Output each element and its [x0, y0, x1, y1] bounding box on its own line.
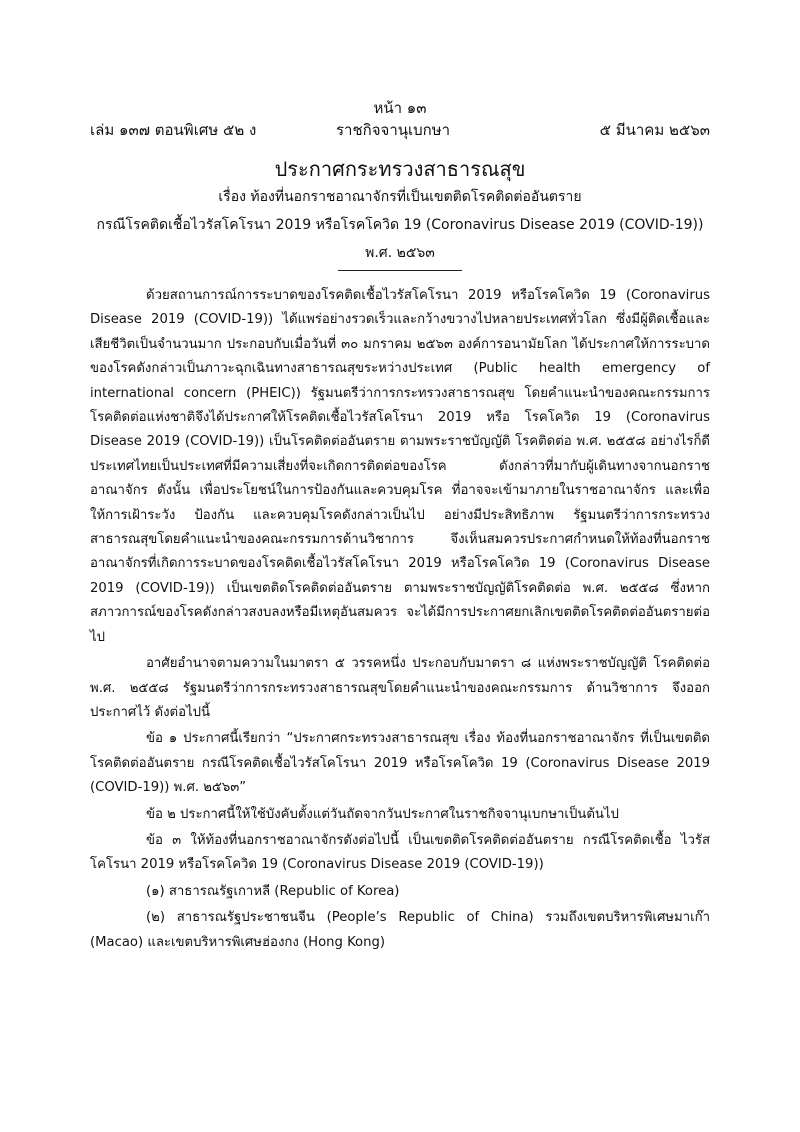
preamble-paragraph: ด้วยสถานการณ์การระบาดของโรคติดเชื้อไวรัสโคโรนา 2019 หรือโรคโควิด 19 (Coronavirus Disease 2019 (COVID-19)) ได้แพร่อย่างรวดเร็วและกว้างขวางไปหลายประเทศทั่วโลก ซึ่งมีผู้ติดเชื้อและเสียชีวิตเป็นจำนวนมาก ประกอบกับเมื่อวันที่ ๓๐ มกราคม ๒๕๖๓ องค์การอนามัยโลก ได้ประกาศให้การระบาดของโรคดังกล่าวเป็นภาวะฉุกเฉินทางสาธารณสุขระหว่างประเทศ (Public health emergency of international concern (PHEIC)) รัฐมนตรีว่าการกระทรวงสาธารณสุข โดยคำแนะนำของคณะกรรมการโรคติดต่อแห่งชาติจึงได้ประกาศให้โรคติดเชื้อไวรัสโคโรนา 2019 หรือ โรคโควิด 19 (Coronavirus Disease 2019 (COVID-19)) เป็นโรคติดต่ออันตราย ตามพระราชบัญญัติ โรคติดต่อ พ.ศ. ๒๕๕๘ อย่างไรก็ดี ประเทศไทยเป็นประเทศที่มีความเสี่ยงที่จะเกิดการติดต่อของโรค ดังกล่าวที่มากับผู้เดินทางจากนอกราชอาณาจักร ดังนั้น เพื่อประโยชน์ในการป้องกันและควบคุมโรค ที่อาจจะเข้ามาภายในราชอาณาจักร และเพื่อให้การเฝ้าระวัง ป้องกัน และควบคุมโรคดังกล่าวเป็นไป อย่างมีประสิทธิภาพ รัฐมนตรีว่าการกระทรวงสาธารณสุขโดยคำแนะนำของคณะกรรมการด้านวิชาการ จึงเห็นสมควรประกาศกำหนดให้ท้องที่นอกราชอาณาจักรที่เกิดการระบาดของโรคติดเชื้อไวรัสโคโรนา 2019 หรือโรคโควิด 19 (Coronavirus Disease 2019 (COVID-19)) เป็นเขตติดโรคติดต่ออันตราย ตามพระราชบัญญัติโรคติดต่อ พ.ศ. ๒๕๕๘ ซึ่งหากสภาวการณ์ของโรคดังกล่าวสงบลงหรือมีเหตุอันสมควร จะได้มีการประกาศยกเลิกเขตติดโรคติดต่ออันตรายต่อไป	[90, 288, 710, 645]
list-item: (๑) สาธารณรัฐเกาหลี (Republic of Korea)	[146, 883, 400, 899]
gazette-header	[90, 118, 710, 140]
announcement-subject-detail: กรณีโรคติดเชื้อไวรัสโคโรนา 2019 หรือโรคโควิด 19 (Coronavirus Disease 2019 (COVID-19))	[96, 217, 704, 233]
volume-info: เล่ม ๑๓๗ ตอนพิเศษ ๕๒ ง	[90, 121, 257, 139]
announcement-title: ประกาศกระทรวงสาธารณสุข	[274, 157, 526, 181]
clause-1: ข้อ ๑ ประกาศนี้เรียกว่า “ประกาศกระทรวงสาธารณสุข เรื่อง ท้องที่นอกราชอาณาจักร ที่เป็นเขตติดโรคติดต่ออันตราย กรณีโรคติดเชื้อไวรัสโคโรนา 2019 หรือโรคโควิด 19 (Coronavirus Disease 2019 (COVID-19)) พ.ศ. ๒๕๖๓”	[90, 731, 710, 796]
announcement-body	[90, 284, 710, 957]
announcement-year: พ.ศ. ๒๕๖๓	[365, 245, 435, 261]
publication-date: ๕ มีนาคม ๒๕๖๓	[599, 121, 710, 139]
clause-2: ข้อ ๒ ประกาศนี้ให้ใช้บังคับตั้งแต่วันถัดจากวันประกาศในราชกิจจานุเบกษาเป็นต้นไป	[146, 806, 619, 822]
clause-3: ข้อ ๓ ให้ท้องที่นอกราชอาณาจักรดังต่อไปนี้ เป็นเขตติดโรคติดต่ออันตราย กรณีโรคติดเชื้อ ไวรัสโคโรนา 2019 หรือโรคโควิด 19 (Coronavirus Disease 2019 (COVID-19))	[90, 832, 710, 873]
announcement-subject: เรื่อง ท้องที่นอกราชอาณาจักรที่เป็นเขตติดโรคติดต่ออันตราย	[218, 189, 582, 205]
title-divider	[338, 270, 462, 271]
page-number: หน้า ๑๓	[373, 99, 427, 117]
list-item: (๒) สาธารณรัฐประชาชนจีน (People’s Republic of China) รวมถึงเขตบริหารพิเศษมาเก๊า (Macao) และเขตบริหารพิเศษฮ่องกง (Hong Kong)	[90, 910, 710, 950]
authority-paragraph: อาศัยอำนาจตามความในมาตรา ๕ วรรคหนึ่ง ประกอบกับมาตรา ๘ แห่งพระราชบัญญัติ โรคติดต่อ พ.ศ. ๒๕๕๘ รัฐมนตรีว่าการกระทรวงสาธารณสุขโดยคำแนะนำของคณะกรรมการ ด้านวิชาการ จึงออกประกาศไว้ ดังต่อไปนี้	[90, 656, 710, 720]
gazette-name: ราชกิจจานุเบกษา	[336, 121, 451, 139]
